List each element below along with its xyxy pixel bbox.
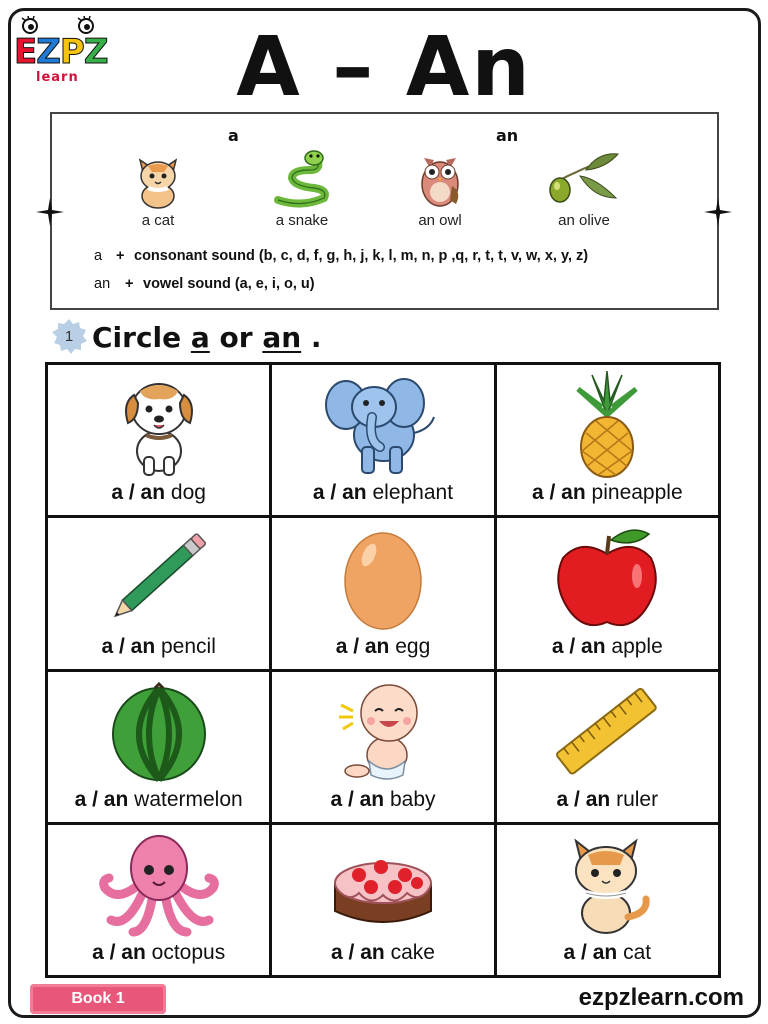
site-link[interactable]: ezpzlearn.com bbox=[578, 984, 744, 1011]
logo-letter: Z bbox=[36, 32, 60, 72]
rule-plus: + bbox=[125, 276, 134, 292]
exercise-number-badge bbox=[50, 318, 88, 356]
item-caption bbox=[497, 635, 718, 659]
item-word: elephant bbox=[372, 481, 454, 505]
logo-letter: P bbox=[59, 32, 84, 72]
exercise-cell[interactable] bbox=[272, 365, 493, 515]
item-word: apple bbox=[611, 634, 663, 658]
item-word: pencil bbox=[161, 634, 216, 658]
article-choice[interactable]: a / an bbox=[532, 481, 586, 505]
rule-text: vowel sound (a, e, i, o, u) bbox=[143, 276, 315, 292]
snake-icon bbox=[270, 148, 334, 210]
ruler-icon bbox=[551, 682, 663, 782]
instruction-word: or bbox=[219, 320, 253, 354]
example-snake bbox=[242, 148, 362, 229]
exercise-cell[interactable] bbox=[48, 825, 269, 975]
item-caption bbox=[497, 788, 718, 812]
logo-letter: E bbox=[14, 32, 37, 72]
pencil-icon bbox=[99, 524, 219, 632]
pineapple-icon bbox=[572, 371, 642, 479]
item-caption bbox=[497, 481, 718, 505]
octopus-icon bbox=[97, 832, 221, 938]
article-choice[interactable]: a / an bbox=[74, 787, 129, 811]
elephant-icon bbox=[324, 373, 442, 477]
exercise-cell[interactable] bbox=[497, 518, 718, 668]
cake-icon bbox=[329, 837, 437, 933]
item-caption bbox=[48, 481, 269, 505]
item-word: dog bbox=[170, 481, 206, 505]
article-choice[interactable]: a / an bbox=[111, 481, 166, 505]
rule-vowel bbox=[94, 276, 315, 292]
rule-article: an bbox=[94, 276, 111, 292]
item-word: octopus bbox=[151, 941, 226, 964]
instruction bbox=[92, 321, 322, 354]
baby-icon bbox=[335, 679, 431, 785]
cat-icon bbox=[562, 833, 652, 937]
item-word: baby bbox=[389, 787, 436, 811]
item-caption bbox=[272, 788, 493, 812]
rule-head-an: an bbox=[496, 126, 519, 145]
example-label: an olive bbox=[558, 212, 610, 229]
item-caption bbox=[272, 635, 493, 659]
item-word: egg bbox=[395, 634, 431, 658]
article-choice[interactable]: a / an bbox=[330, 787, 385, 811]
rule-text: consonant sound (b, c, d, f, g, h, j, k, l, m, n, p ,q, r, t, t, v, w, x, y, z) bbox=[134, 248, 589, 264]
egg-icon bbox=[341, 525, 425, 631]
rule-box bbox=[50, 112, 719, 310]
item-caption bbox=[497, 941, 718, 965]
article-choice[interactable]: a / an bbox=[312, 481, 367, 505]
article-choice[interactable]: a / an bbox=[335, 634, 390, 658]
item-word: cake bbox=[390, 941, 435, 964]
item-word: cat bbox=[623, 941, 652, 964]
rule-head-a: a bbox=[228, 126, 239, 145]
article-choice[interactable]: a / an bbox=[92, 941, 146, 964]
article-choice[interactable]: a / an bbox=[551, 634, 606, 658]
owl-icon bbox=[412, 148, 468, 210]
exercise-grid bbox=[45, 362, 721, 978]
exercise-cell[interactable] bbox=[272, 825, 493, 975]
example-cat bbox=[98, 148, 218, 229]
item-caption bbox=[272, 941, 493, 965]
exercise-heading bbox=[50, 318, 322, 356]
exercise-number: 1 bbox=[64, 328, 74, 345]
instruction-word: . bbox=[310, 320, 322, 354]
watermelon-icon bbox=[109, 682, 209, 782]
rule-plus: + bbox=[116, 248, 125, 264]
exercise-cell[interactable] bbox=[272, 518, 493, 668]
item-caption bbox=[48, 941, 269, 965]
item-word: watermelon bbox=[134, 787, 243, 811]
example-olive bbox=[524, 148, 644, 229]
apple-icon bbox=[551, 524, 663, 632]
item-caption bbox=[272, 481, 493, 505]
instruction-an: an bbox=[262, 320, 302, 354]
page-title: A – An bbox=[236, 20, 532, 115]
rule-article: a bbox=[94, 248, 103, 264]
exercise-cell[interactable] bbox=[497, 825, 718, 975]
rule-consonant bbox=[94, 248, 588, 264]
exercise-cell[interactable] bbox=[497, 672, 718, 822]
book-tag: Book 1 bbox=[30, 984, 166, 1014]
cat-icon bbox=[128, 148, 188, 210]
sparkle-icon bbox=[704, 198, 732, 226]
item-word: ruler bbox=[616, 787, 659, 811]
logo-subtitle: learn bbox=[36, 70, 79, 85]
article-choice[interactable]: a / an bbox=[101, 634, 156, 658]
instruction-a: a bbox=[190, 320, 210, 354]
article-choice[interactable]: a / an bbox=[331, 941, 385, 964]
sparkle-icon bbox=[36, 198, 64, 226]
exercise-cell[interactable] bbox=[48, 518, 269, 668]
exercise-cell[interactable] bbox=[48, 672, 269, 822]
exercise-cell[interactable] bbox=[48, 365, 269, 515]
dog-icon bbox=[114, 373, 204, 477]
item-word: pineapple bbox=[591, 481, 683, 505]
olive-icon bbox=[546, 148, 622, 210]
example-label: a cat bbox=[141, 212, 175, 229]
item-caption bbox=[48, 788, 269, 812]
article-choice[interactable]: a / an bbox=[563, 941, 618, 964]
logo-letter: Z bbox=[83, 32, 108, 72]
article-choice[interactable]: a / an bbox=[556, 787, 611, 811]
instruction-word: Circle bbox=[92, 320, 182, 354]
example-owl bbox=[380, 148, 500, 229]
item-caption bbox=[48, 635, 269, 659]
exercise-cell[interactable] bbox=[497, 365, 718, 515]
example-label: an owl bbox=[418, 212, 462, 229]
example-label: a snake bbox=[275, 212, 329, 229]
exercise-cell[interactable] bbox=[272, 672, 493, 822]
